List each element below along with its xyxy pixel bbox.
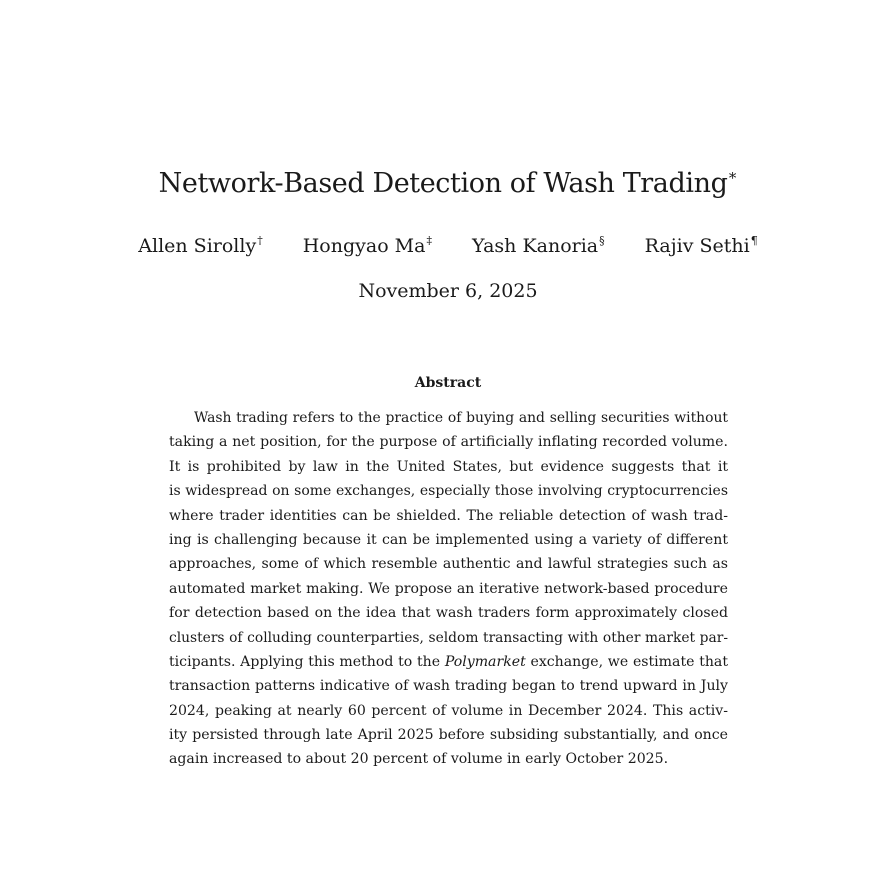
author-name: Hongyao Ma: [302, 235, 426, 257]
abstract-line: is widespread on some exchanges, especially those involving cryptocurrencies: [169, 483, 728, 500]
abstract-heading: Abstract: [414, 375, 482, 391]
abstract-line: clusters of colluding counterparties, seldom transacting with other market par-: [169, 629, 728, 646]
abstract-line: approaches, some of which resemble authentic and lawful strategies such as: [169, 556, 728, 573]
author-name: Allen Sirolly: [138, 235, 257, 257]
author: [472, 232, 605, 260]
paper-title-text: Network-Based Detection of Wash Trading: [158, 168, 728, 199]
author-footnote-mark: ¶: [750, 234, 758, 247]
abstract-line: for detection based on the idea that wash traders form approximately closed: [169, 605, 728, 622]
author: [645, 232, 758, 260]
abstract-line: again increased to about 20 percent of volume in early October 2025.: [169, 751, 669, 768]
abstract-line: taking a net position, for the purpose of artificially inflating recorded volume.: [169, 434, 728, 451]
abstract-text: ticipants. Applying this method to the: [169, 653, 445, 670]
author-footnote-mark: †: [257, 234, 263, 247]
author: [303, 232, 432, 260]
author-name: Yash Kanoria: [472, 235, 599, 257]
title-footnote-mark: ∗: [727, 166, 738, 184]
abstract-line: where trader identities can be shielded. The reliable detection of wash trad-: [169, 507, 728, 524]
exchange-name: Polymarket: [444, 653, 526, 670]
abstract-line: transaction patterns indicative of wash trading began to trend upward in July: [169, 678, 728, 695]
publication-date: November 6, 2025: [358, 280, 538, 302]
abstract-line: It is prohibited by law in the United States, but evidence suggests that it: [169, 458, 728, 475]
abstract-line: ity persisted through late April 2025 before subsiding substantially, and once: [169, 727, 728, 744]
author-name: Rajiv Sethi: [644, 235, 750, 257]
abstract-body: [169, 406, 728, 772]
abstract-line: [169, 650, 728, 674]
abstract-line: ing is challenging because it can be implemented using a variety of different: [169, 531, 728, 548]
author-footnote-mark: ‡: [426, 234, 432, 247]
paper-title: [0, 164, 896, 204]
author-list: [0, 232, 896, 260]
author-footnote-mark: §: [599, 234, 605, 247]
author: [138, 232, 262, 260]
abstract-line: automated market making. We propose an iterative network-based procedure: [169, 580, 728, 597]
abstract-text: exchange, we estimate that: [525, 653, 728, 670]
abstract-line: Wash trading refers to the practice of buying and selling securities without: [194, 410, 728, 426]
abstract-line: 2024, peaking at nearly 60 percent of volume in December 2024. This activ-: [169, 702, 728, 719]
